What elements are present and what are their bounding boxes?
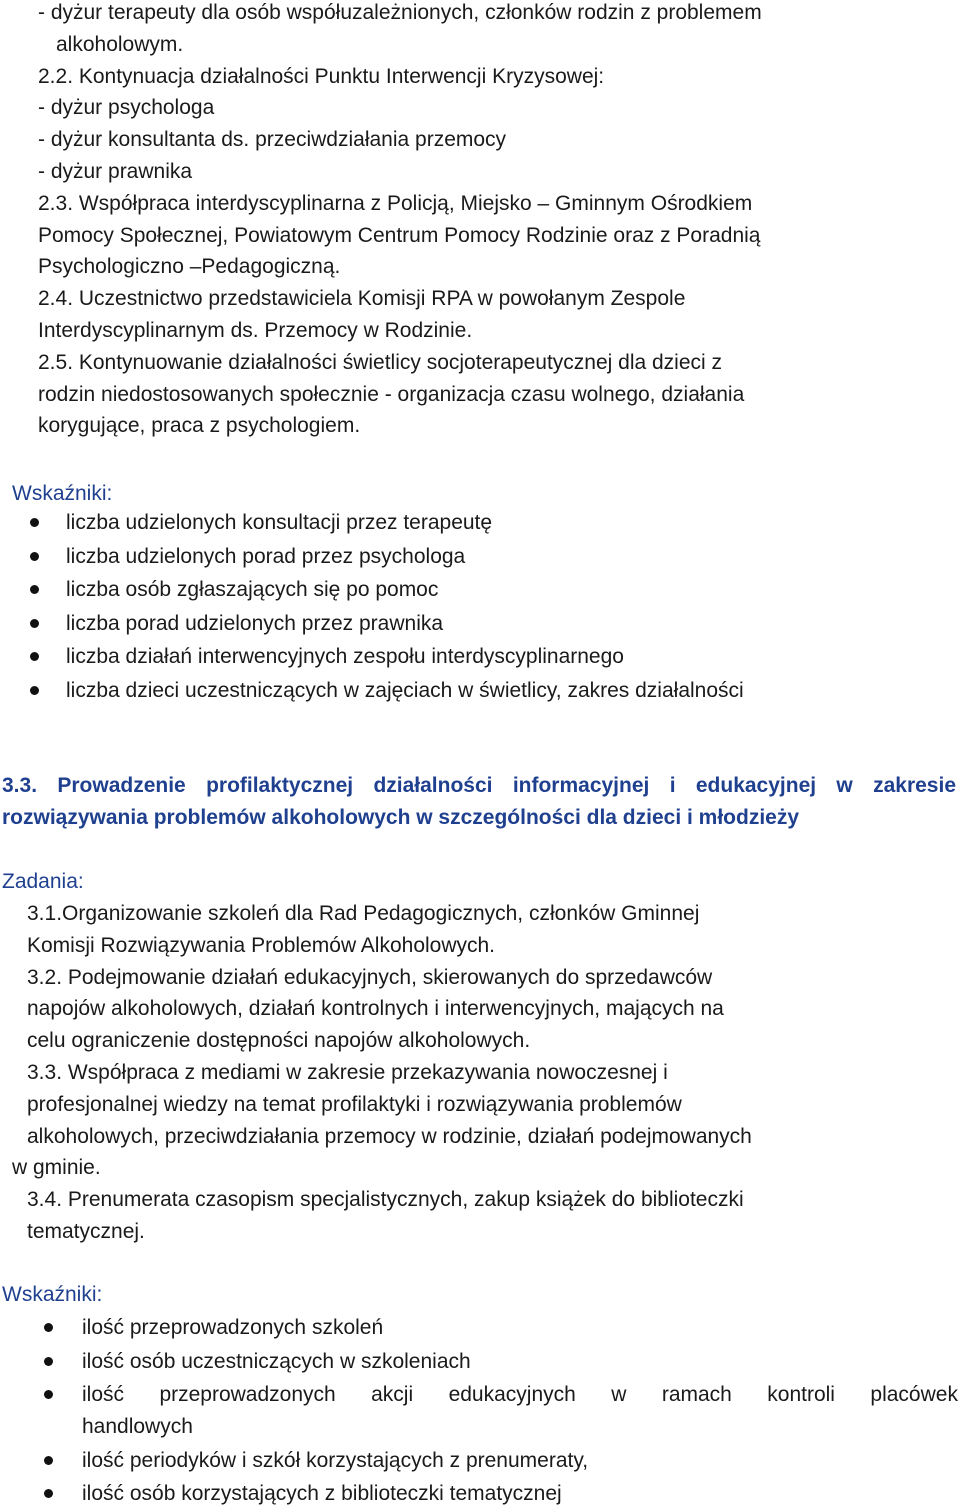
bullet-icon bbox=[30, 518, 39, 527]
list-item: liczba działań interwencyjnych zespołu interdyscyplinarnego bbox=[66, 645, 624, 668]
bullet-icon bbox=[30, 652, 39, 661]
heading-word: edukacyjnej bbox=[695, 774, 817, 797]
bullet-icon bbox=[44, 1323, 53, 1332]
heading-line: rozwiązywania problemów alkoholowych w szczególności dla dzieci i młodzieży bbox=[2, 806, 800, 829]
task-line: Komisji Rozwiązywania Problemów Alkoholowych. bbox=[27, 934, 496, 957]
text-line: - dyżur konsultanta ds. przeciwdziałania przemocy bbox=[38, 128, 507, 151]
indicators-heading: Wskaźniki: bbox=[12, 482, 113, 505]
task-line: w gminie. bbox=[12, 1156, 101, 1179]
list-word: kontroli bbox=[767, 1383, 835, 1406]
heading-word: 3.3. bbox=[2, 774, 38, 797]
list-item: liczba porad udzielonych przez prawnika bbox=[66, 612, 444, 635]
heading-line bbox=[2, 770, 956, 802]
indicators-heading: Wskaźniki: bbox=[2, 1283, 103, 1306]
list-item: liczba osób zgłaszających się po pomoc bbox=[66, 578, 439, 601]
list-word: placówek bbox=[870, 1383, 958, 1406]
list-item bbox=[82, 1379, 958, 1411]
text-line: - dyżur terapeuty dla osób współuzależnionych, członków rodzin z problemem bbox=[38, 1, 762, 24]
task-line: 3.4. Prenumerata czasopism specjalistycznych, zakup książek do biblioteczki bbox=[27, 1188, 744, 1211]
text-line: alkoholowym. bbox=[56, 33, 184, 56]
task-line: celu ograniczenie dostępności napojów alkoholowych. bbox=[27, 1029, 531, 1052]
bullet-icon bbox=[30, 686, 39, 695]
text-line: 2.2. Kontynuacja działalności Punktu Interwencji Kryzysowej: bbox=[38, 65, 605, 88]
list-item: liczba udzielonych porad przez psychologa bbox=[66, 545, 466, 568]
list-item: ilość przeprowadzonych szkoleń bbox=[82, 1316, 384, 1339]
heading-word: zakresie bbox=[873, 774, 956, 797]
task-line: alkoholowych, przeciwdziałania przemocy w rodzinie, działań podejmowanych bbox=[27, 1125, 752, 1148]
text-line: 2.4. Uczestnictwo przedstawiciela Komisji RPA w powołanym Zespole bbox=[38, 287, 686, 310]
bullet-icon bbox=[44, 1357, 53, 1366]
list-item: liczba dzieci uczestniczących w zajęciach w świetlicy, zakres działalności bbox=[66, 679, 744, 702]
task-line: napojów alkoholowych, działań kontrolnych i interwencyjnych, mających na bbox=[27, 997, 724, 1020]
text-line: - dyżur psychologa bbox=[38, 96, 215, 119]
text-line: Psychologiczno –Pedagogiczną. bbox=[38, 255, 341, 278]
bullet-icon bbox=[44, 1456, 53, 1465]
heading-word: działalności bbox=[373, 774, 493, 797]
task-line: tematycznej. bbox=[27, 1220, 145, 1243]
list-item: ilość periodyków i szkół korzystających z prenumeraty, bbox=[82, 1449, 589, 1472]
list-word: w bbox=[611, 1383, 627, 1406]
list-word: akcji bbox=[371, 1383, 414, 1406]
bullet-icon bbox=[30, 552, 39, 561]
bullet-icon bbox=[44, 1390, 53, 1399]
bullet-icon bbox=[30, 619, 39, 628]
bullet-icon bbox=[30, 585, 39, 594]
task-line: 3.2. Podejmowanie działań edukacyjnych, skierowanych do sprzedawców bbox=[27, 966, 713, 989]
bullet-icon bbox=[44, 1489, 53, 1498]
heading-word: Prowadzenie bbox=[57, 774, 186, 797]
text-line: rodzin niedostosowanych społecznie - organizacja czasu wolnego, działania bbox=[38, 383, 745, 406]
heading-word: w bbox=[836, 774, 853, 797]
list-item: ilość osób korzystających z biblioteczki tematycznej bbox=[82, 1482, 562, 1505]
list-word: edukacyjnych bbox=[448, 1383, 576, 1406]
text-line: Pomocy Społecznej, Powiatowym Centrum Pomocy Rodzinie oraz z Poradnią bbox=[38, 224, 761, 247]
tasks-heading: Zadania: bbox=[2, 870, 84, 893]
list-word: ramach bbox=[661, 1383, 732, 1406]
task-line: 3.1.Organizowanie szkoleń dla Rad Pedagogicznych, członków Gminnej bbox=[27, 902, 700, 925]
heading-word: profilaktycznej bbox=[206, 774, 354, 797]
heading-word: informacyjnej bbox=[512, 774, 650, 797]
list-item-continuation: handlowych bbox=[82, 1415, 193, 1438]
list-word: przeprowadzonych bbox=[159, 1383, 336, 1406]
text-line: korygujące, praca z psychologiem. bbox=[38, 414, 361, 437]
task-line: 3.3. Współpraca z mediami w zakresie przekazywania nowoczesnej i bbox=[27, 1061, 668, 1084]
list-word: ilość bbox=[82, 1383, 125, 1406]
text-line: - dyżur prawnika bbox=[38, 160, 193, 183]
list-item: liczba udzielonych konsultacji przez terapeutę bbox=[66, 511, 493, 534]
task-line: profesjonalnej wiedzy na temat profilaktyki i rozwiązywania problemów bbox=[27, 1093, 682, 1116]
text-line: Interdyscyplinarnym ds. Przemocy w Rodzinie. bbox=[38, 319, 473, 342]
heading-word: i bbox=[669, 774, 676, 797]
text-line: 2.5. Kontynuowanie działalności świetlicy socjoterapeutycznej dla dzieci z bbox=[38, 351, 723, 374]
text-line: 2.3. Współpraca interdyscyplinarna z Policją, Miejsko – Gminnym Ośrodkiem bbox=[38, 192, 753, 215]
list-item: ilość osób uczestniczących w szkoleniach bbox=[82, 1350, 471, 1373]
